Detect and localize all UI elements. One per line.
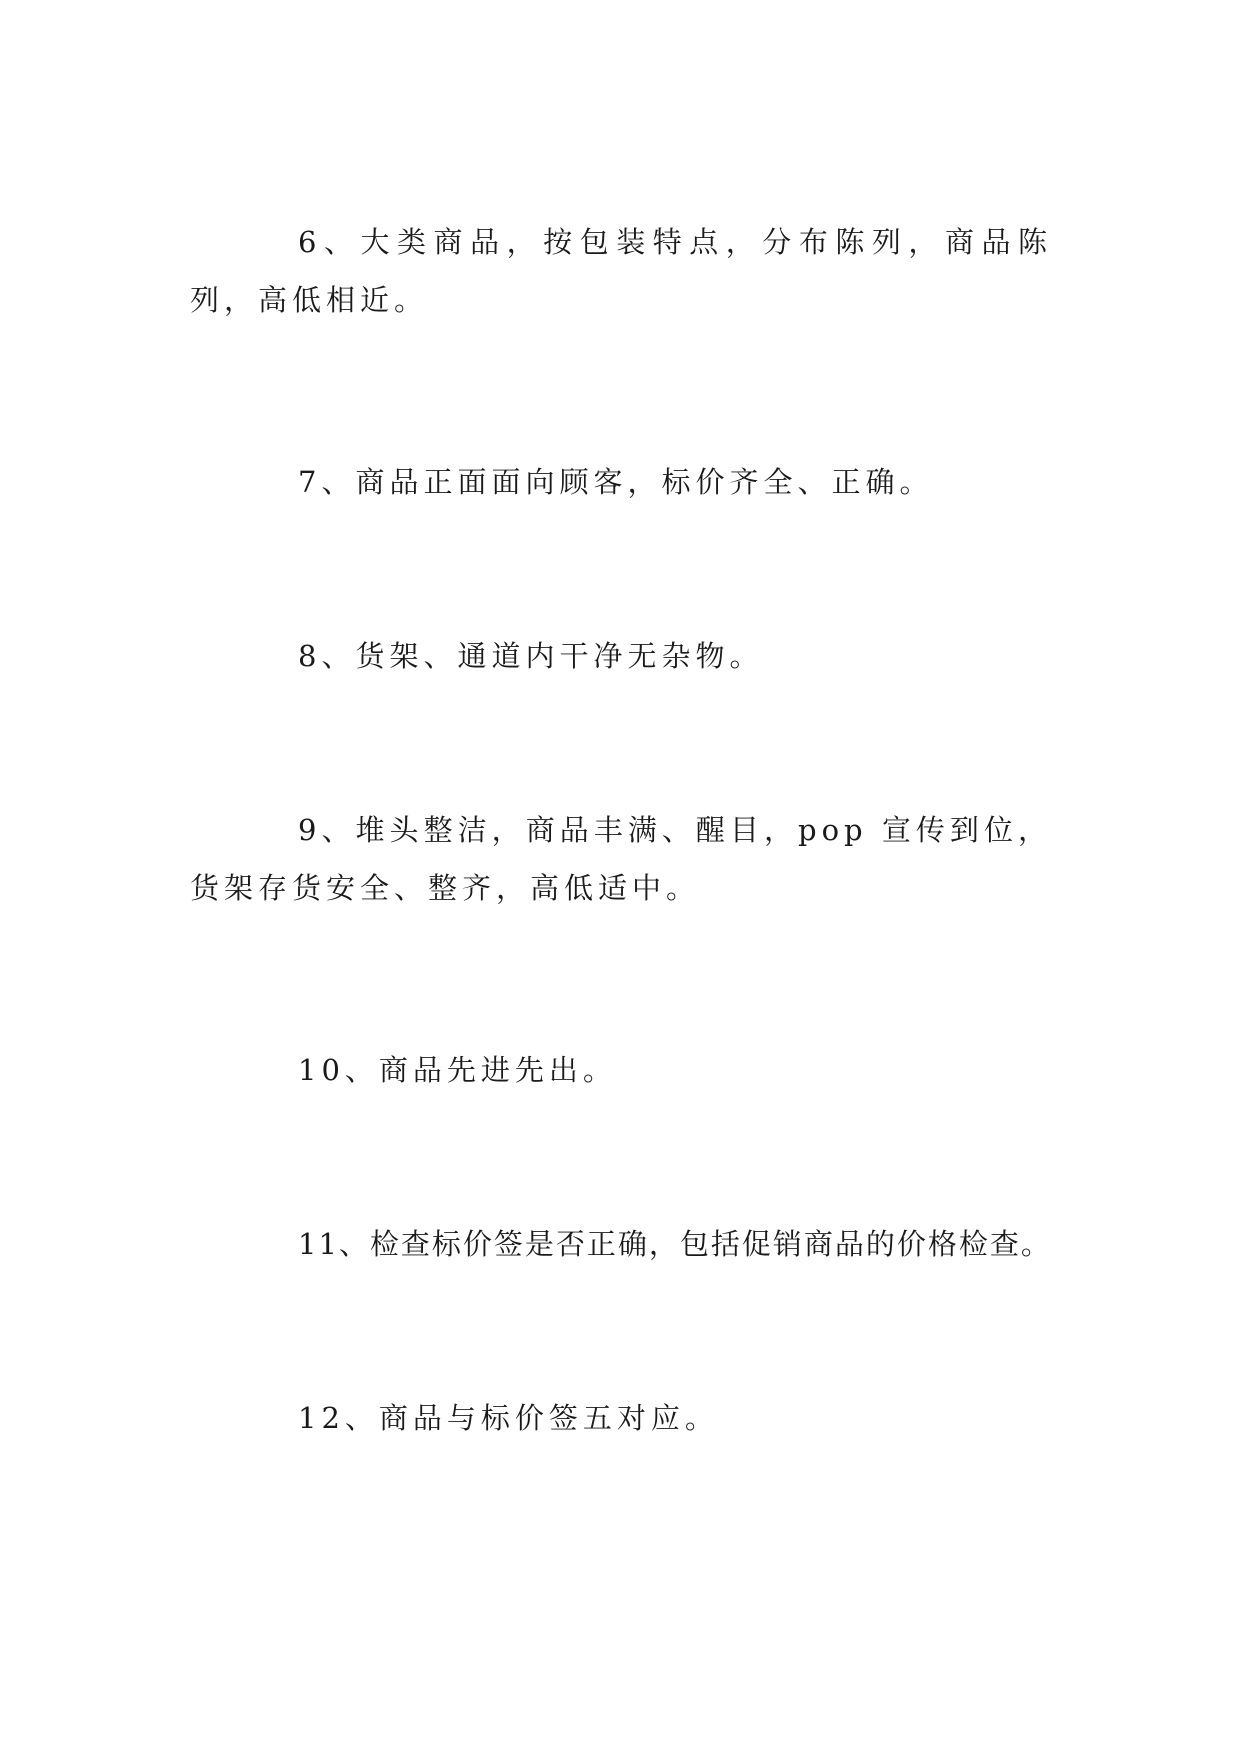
paragraph-item-11: 11、检查标价签是否正确，包括促销商品的价格检查。 — [298, 1227, 1052, 1261]
paragraph-item-9: 9、堆头整洁，商品丰满、醒目，pop 宣传到位，货架存货安全、整齐，高低适中。 — [190, 813, 1052, 905]
paragraph-item-10: 10、商品先进先出。 — [298, 1053, 617, 1087]
paragraph-item-8: 8、货架、通道内干净无杂物。 — [298, 639, 764, 673]
paragraph-item-6: 6、大类商品，按包装特点，分布陈列，商品陈列，高低相近。 — [190, 225, 1052, 317]
paragraph-item-7: 7、商品正面面向顾客，标价齐全、正确。 — [298, 465, 934, 499]
paragraph-item-12: 12、商品与标价签五对应。 — [298, 1401, 719, 1435]
